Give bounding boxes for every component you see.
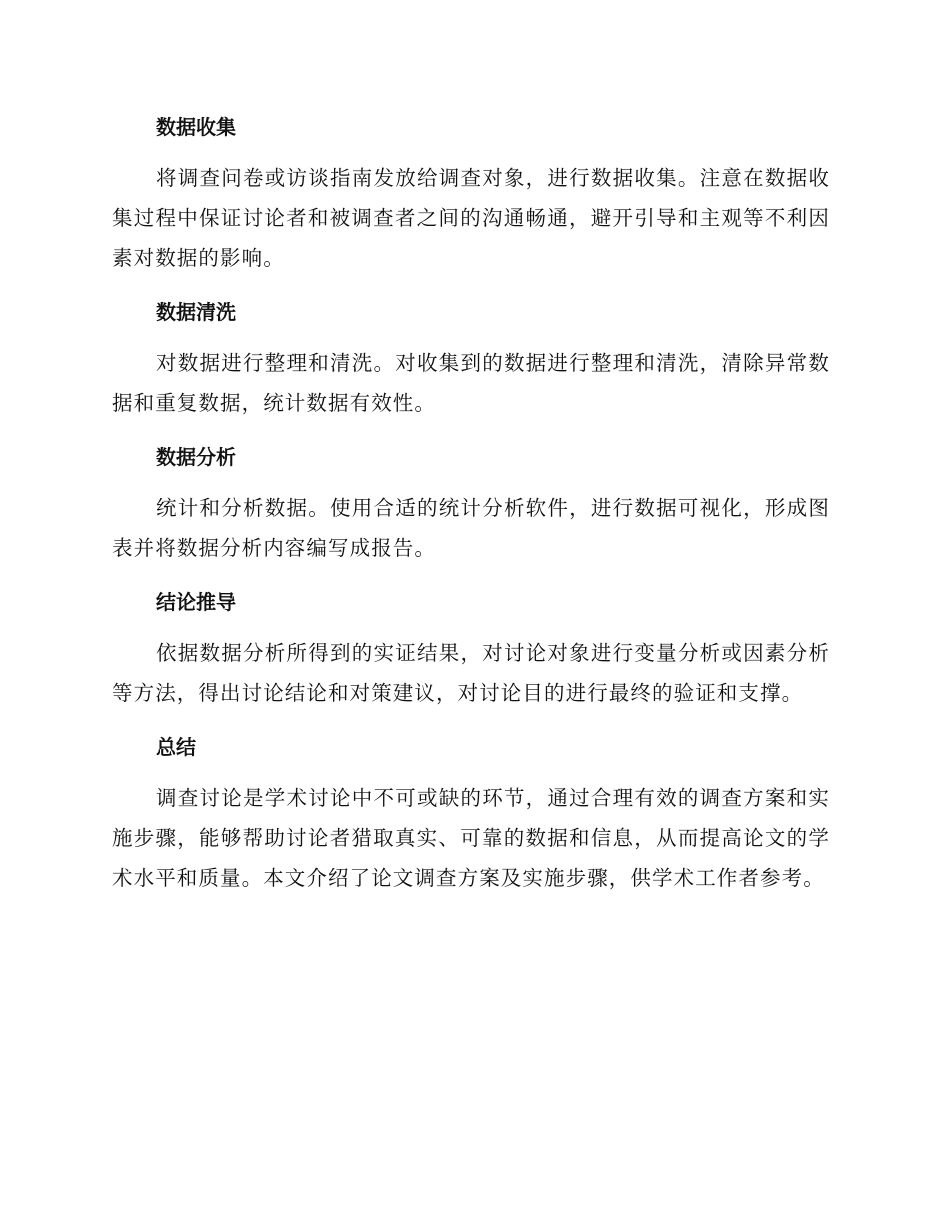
section-heading-data-cleaning: 数据清洗 <box>156 300 236 324</box>
section-heading-data-collection: 数据收集 <box>156 115 236 139</box>
section-body-data-analysis: 统计和分析数据。使用合适的统计分析软件，进行数据可视化，形成图表并将数据分析内容编写成报告。 <box>112 496 830 560</box>
section-body-summary: 调查讨论是学术讨论中不可或缺的环节，通过合理有效的调查方案和实施步骤，能够帮助讨论者猎取真实、可靠的数据和信息，从而提高论文的学术水平和质量。本文介绍了论文调查方案及实施步骤，供学术工作者参考。 <box>112 786 830 890</box>
section-heading-summary: 总结 <box>156 735 196 759</box>
section-body-data-collection: 将调查问卷或访谈指南发放给调查对象，进行数据收集。注意在数据收集过程中保证讨论者和被调查者之间的沟通畅通，避开引导和主观等不利因素对数据的影响。 <box>112 166 830 270</box>
section-heading-conclusion-derivation: 结论推导 <box>156 590 236 614</box>
section-heading-data-analysis: 数据分析 <box>156 445 236 469</box>
section-body-data-cleaning: 对数据进行整理和清洗。对收集到的数据进行整理和清洗，清除异常数据和重复数据，统计数据有效性。 <box>112 351 830 415</box>
document-content <box>112 108 830 913</box>
section-body-conclusion-derivation: 依据数据分析所得到的实证结果，对讨论对象进行变量分析或因素分析等方法，得出讨论结论和对策建议，对讨论目的进行最终的验证和支撑。 <box>112 641 830 705</box>
